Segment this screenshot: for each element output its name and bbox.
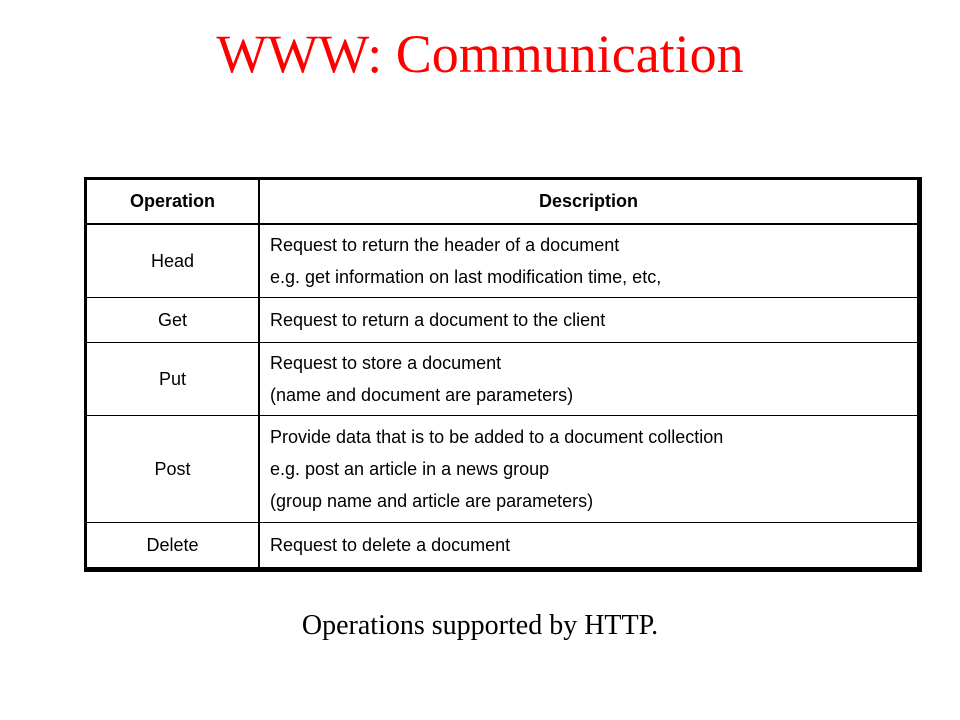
operation-cell: Get	[86, 298, 260, 343]
table-caption: Operations supported by HTTP.	[301, 610, 659, 641]
description-line: e.g. get information on last modification time, etc,	[270, 267, 662, 287]
description-line: Provide data that is to be added to a document collection	[270, 427, 724, 447]
table-row-put	[86, 343, 920, 416]
operation-cell: Post	[86, 416, 260, 523]
description-cell	[259, 416, 920, 523]
description-line: (name and document are parameters)	[270, 385, 574, 405]
description-line: (group name and article are parameters)	[270, 491, 594, 511]
http-operations-table	[84, 177, 922, 572]
description-cell	[259, 298, 920, 343]
table-header-row	[86, 179, 920, 225]
description-line: Request to store a document	[270, 353, 502, 373]
operation-column-header: Operation	[86, 179, 260, 225]
table-row-delete	[86, 523, 920, 570]
table-row-post	[86, 416, 920, 523]
description-line: Request to delete a document	[270, 535, 511, 555]
description-line: Request to return the header of a document	[270, 235, 620, 255]
description-line: e.g. post an article in a news group	[270, 459, 550, 479]
table-row-head	[86, 224, 920, 298]
slide-title: WWW: Communication	[216, 24, 744, 84]
description-cell	[259, 523, 920, 570]
operation-cell: Delete	[86, 523, 260, 570]
description-cell	[259, 224, 920, 298]
description-cell	[259, 343, 920, 416]
operation-cell: Put	[86, 343, 260, 416]
description-line: Request to return a document to the client	[270, 310, 606, 330]
description-column-header: Description	[259, 179, 920, 225]
operation-cell: Head	[86, 224, 260, 298]
table-row-get	[86, 298, 920, 343]
